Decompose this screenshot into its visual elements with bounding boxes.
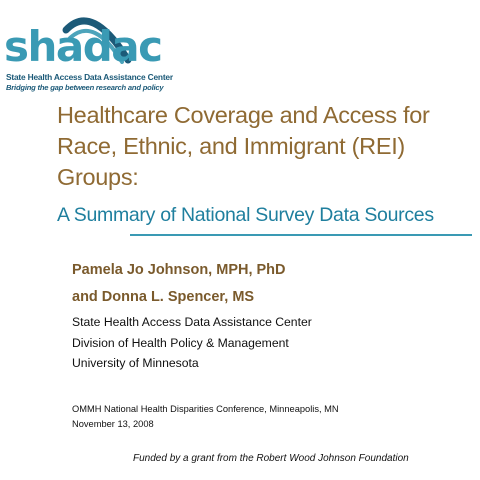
slide-subtitle: A Summary of National Survey Data Sources	[57, 204, 434, 226]
logo-tagline: State Health Access Data Assistance Center	[6, 72, 173, 82]
subtitle-underline	[130, 234, 472, 236]
funding-note: Funded by a grant from the Robert Wood Johnson Foundation	[133, 453, 409, 464]
logo-wordmark: shadac	[4, 22, 162, 71]
conference-date: November 13, 2008	[72, 419, 154, 429]
title-line-1: Healthcare Coverage and Access for	[57, 102, 430, 128]
affiliations	[72, 312, 312, 374]
logo-slogan: Bridging the gap between research and policy	[6, 83, 164, 92]
conference-name: OMMH National Health Disparities Conference, Minneapolis, MN	[72, 404, 339, 414]
affiliation-1: State Health Access Data Assistance Center	[72, 315, 312, 329]
title-line-2: Race, Ethnic, and Immigrant (REI)	[57, 133, 405, 159]
author-2: and Donna L. Spencer, MS	[72, 289, 255, 305]
conference-info	[72, 402, 339, 432]
affiliation-3: University of Minnesota	[72, 356, 199, 370]
shadac-logo	[4, 2, 173, 94]
slide-title	[57, 100, 467, 193]
affiliation-2: Division of Health Policy & Management	[72, 335, 289, 350]
title-line-3: Groups:	[57, 164, 139, 190]
author-1: Pamela Jo Johnson, MPH, PhD	[72, 262, 286, 278]
